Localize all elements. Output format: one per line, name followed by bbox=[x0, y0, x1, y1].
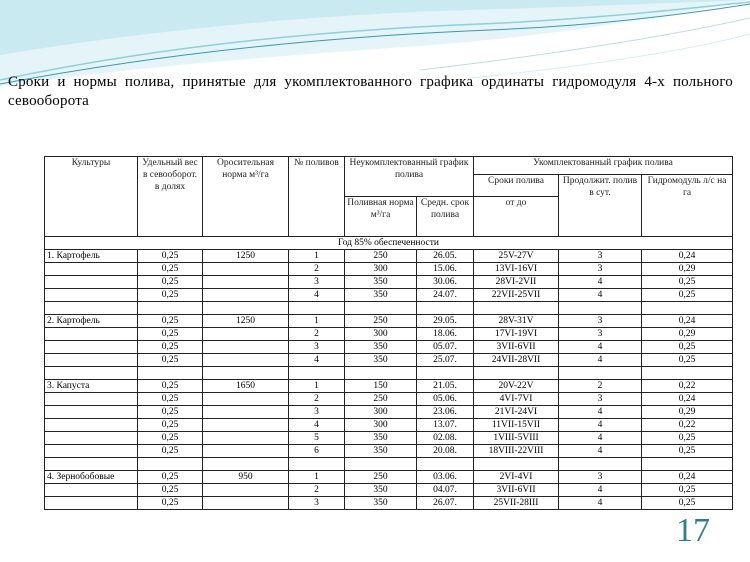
cell-duration: 3 bbox=[559, 263, 642, 276]
cell-crop bbox=[45, 432, 138, 445]
table-row bbox=[45, 445, 733, 458]
cell-hydromodule: 0,25 bbox=[642, 445, 733, 458]
cell-norm bbox=[203, 406, 289, 419]
cell-crop bbox=[45, 289, 138, 302]
cell-crop bbox=[45, 263, 138, 276]
cell-number: 1 bbox=[289, 250, 345, 263]
cell-rate: 350 bbox=[345, 354, 417, 367]
cell-weight: 0,25 bbox=[138, 393, 203, 406]
cell-mid-term: 30.06. bbox=[417, 276, 474, 289]
cell-duration: 4 bbox=[559, 445, 642, 458]
cell-crop bbox=[45, 458, 138, 471]
cell-dates: 3VII-6VII bbox=[474, 341, 559, 354]
cell-mid-term: 05.06. bbox=[417, 393, 474, 406]
cell-dates: 11VII-15VII bbox=[474, 419, 559, 432]
table-row bbox=[45, 289, 733, 302]
cell-mid-term bbox=[417, 302, 474, 315]
cell-dates bbox=[474, 302, 559, 315]
table-row bbox=[45, 367, 733, 380]
table-row bbox=[45, 406, 733, 419]
cell-duration: 3 bbox=[559, 471, 642, 484]
table-row bbox=[45, 341, 733, 354]
cell-hydromodule: 0,25 bbox=[642, 354, 733, 367]
cell-hydromodule: 0,29 bbox=[642, 263, 733, 276]
cell-hydromodule: 0,24 bbox=[642, 471, 733, 484]
cell-norm bbox=[203, 458, 289, 471]
cell-crop bbox=[45, 367, 138, 380]
cell-norm bbox=[203, 419, 289, 432]
cell-crop bbox=[45, 341, 138, 354]
cell-crop bbox=[45, 484, 138, 497]
cell-weight: 0,25 bbox=[138, 341, 203, 354]
year-row: Год 85% обеспеченности bbox=[45, 237, 733, 250]
col-header-duration: Продолжит. полив в сут. bbox=[559, 175, 642, 237]
cell-weight: 0,25 bbox=[138, 497, 203, 510]
cell-rate: 150 bbox=[345, 380, 417, 393]
cell-rate: 250 bbox=[345, 250, 417, 263]
cell-mid-term: 21.05. bbox=[417, 380, 474, 393]
cell-mid-term: 18.06. bbox=[417, 328, 474, 341]
col-header-hydromodule: Гидромодуль л/с на га bbox=[642, 175, 733, 237]
cell-hydromodule: 0,24 bbox=[642, 315, 733, 328]
cell-mid-term: 26.07. bbox=[417, 497, 474, 510]
cell-hydromodule: 0,24 bbox=[642, 393, 733, 406]
cell-dates: 25V-27V bbox=[474, 250, 559, 263]
cell-weight: 0,25 bbox=[138, 419, 203, 432]
col-header-dates: Сроки полива bbox=[474, 175, 559, 197]
cell-dates: 17VI-19VI bbox=[474, 328, 559, 341]
cell-weight bbox=[138, 367, 203, 380]
cell-norm: 1250 bbox=[203, 250, 289, 263]
cell-number: 3 bbox=[289, 406, 345, 419]
cell-norm bbox=[203, 289, 289, 302]
cell-norm bbox=[203, 341, 289, 354]
cell-rate: 250 bbox=[345, 471, 417, 484]
cell-rate bbox=[345, 302, 417, 315]
cell-weight: 0,25 bbox=[138, 315, 203, 328]
cell-rate: 350 bbox=[345, 484, 417, 497]
cell-norm bbox=[203, 302, 289, 315]
cell-duration: 4 bbox=[559, 497, 642, 510]
cell-crop bbox=[45, 445, 138, 458]
cell-number: 1 bbox=[289, 380, 345, 393]
cell-norm: 1250 bbox=[203, 315, 289, 328]
cell-duration: 4 bbox=[559, 354, 642, 367]
cell-norm bbox=[203, 497, 289, 510]
cell-mid-term: 03.06. bbox=[417, 471, 474, 484]
cell-duration: 2 bbox=[559, 380, 642, 393]
table-row bbox=[45, 354, 733, 367]
table-row bbox=[45, 393, 733, 406]
cell-crop: 3. Капуста bbox=[45, 380, 138, 393]
col-header-incomplete-schedule: Неукомплектованный график полива bbox=[345, 157, 474, 197]
cell-dates: 28V-31V bbox=[474, 315, 559, 328]
cell-dates bbox=[474, 367, 559, 380]
cell-mid-term: 04.07. bbox=[417, 484, 474, 497]
cell-rate: 300 bbox=[345, 263, 417, 276]
table-row bbox=[45, 471, 733, 484]
cell-crop: 2. Картофель bbox=[45, 315, 138, 328]
cell-norm bbox=[203, 276, 289, 289]
cell-mid-term bbox=[417, 367, 474, 380]
col-header-irrigation-rate: Поливная норма м³/га bbox=[345, 197, 417, 237]
cell-number: 3 bbox=[289, 497, 345, 510]
cell-weight: 0,25 bbox=[138, 406, 203, 419]
cell-crop bbox=[45, 497, 138, 510]
col-header-from-to: от до bbox=[474, 197, 559, 237]
cell-crop bbox=[45, 302, 138, 315]
cell-hydromodule: 0,25 bbox=[642, 497, 733, 510]
cell-duration: 4 bbox=[559, 406, 642, 419]
cell-weight: 0,25 bbox=[138, 276, 203, 289]
cell-norm: 950 bbox=[203, 471, 289, 484]
cell-rate: 350 bbox=[345, 341, 417, 354]
table-row bbox=[45, 263, 733, 276]
cell-hydromodule: 0,22 bbox=[642, 380, 733, 393]
table-row bbox=[45, 276, 733, 289]
slide-title: Сроки и нормы полива, принятые для укомплектованного графика ординаты гидромодуля 4-х польного севооборота bbox=[8, 74, 733, 109]
cell-weight: 0,25 bbox=[138, 445, 203, 458]
cell-duration: 3 bbox=[559, 250, 642, 263]
table-row bbox=[45, 458, 733, 471]
cell-norm bbox=[203, 393, 289, 406]
cell-mid-term: 24.07. bbox=[417, 289, 474, 302]
cell-hydromodule: 0,24 bbox=[642, 250, 733, 263]
cell-norm bbox=[203, 263, 289, 276]
cell-weight: 0,25 bbox=[138, 263, 203, 276]
cell-hydromodule: 0,25 bbox=[642, 276, 733, 289]
cell-rate: 250 bbox=[345, 393, 417, 406]
cell-crop bbox=[45, 406, 138, 419]
cell-number: 2 bbox=[289, 484, 345, 497]
cell-dates: 18VIII-22VIII bbox=[474, 445, 559, 458]
cell-duration: 4 bbox=[559, 341, 642, 354]
cell-mid-term: 05.07. bbox=[417, 341, 474, 354]
cell-crop: 4. Зернобобовые bbox=[45, 471, 138, 484]
cell-number: 2 bbox=[289, 393, 345, 406]
page-number: 17 bbox=[676, 512, 710, 549]
cell-rate: 300 bbox=[345, 328, 417, 341]
cell-duration: 3 bbox=[559, 393, 642, 406]
cell-number: 4 bbox=[289, 289, 345, 302]
cell-weight: 0,25 bbox=[138, 432, 203, 445]
table-row bbox=[45, 328, 733, 341]
cell-number: 6 bbox=[289, 445, 345, 458]
col-header-weight: Удельный вес в севооборот. в долях bbox=[138, 157, 203, 237]
cell-weight bbox=[138, 302, 203, 315]
cell-rate: 350 bbox=[345, 445, 417, 458]
cell-duration: 3 bbox=[559, 315, 642, 328]
cell-weight: 0,25 bbox=[138, 250, 203, 263]
cell-mid-term bbox=[417, 458, 474, 471]
cell-duration: 4 bbox=[559, 484, 642, 497]
cell-rate: 350 bbox=[345, 432, 417, 445]
cell-dates bbox=[474, 458, 559, 471]
cell-weight: 0,25 bbox=[138, 471, 203, 484]
cell-number: 2 bbox=[289, 328, 345, 341]
table-row bbox=[45, 380, 733, 393]
cell-hydromodule: 0,25 bbox=[642, 484, 733, 497]
cell-norm bbox=[203, 432, 289, 445]
cell-norm bbox=[203, 484, 289, 497]
cell-hydromodule bbox=[642, 302, 733, 315]
cell-number: 1 bbox=[289, 315, 345, 328]
cell-duration: 4 bbox=[559, 276, 642, 289]
cell-number: 4 bbox=[289, 419, 345, 432]
cell-rate bbox=[345, 458, 417, 471]
cell-dates: 25VII-28III bbox=[474, 497, 559, 510]
cell-hydromodule: 0,22 bbox=[642, 419, 733, 432]
col-header-irrigation-norm: Оросительная норма м³/га bbox=[203, 157, 289, 237]
col-header-irrigation-count: № поливов bbox=[289, 157, 345, 237]
cell-number: 2 bbox=[289, 263, 345, 276]
cell-hydromodule: 0,29 bbox=[642, 328, 733, 341]
cell-dates: 21VI-24VI bbox=[474, 406, 559, 419]
cell-norm: 1650 bbox=[203, 380, 289, 393]
cell-crop bbox=[45, 276, 138, 289]
cell-rate: 300 bbox=[345, 419, 417, 432]
cell-rate: 300 bbox=[345, 406, 417, 419]
cell-weight: 0,25 bbox=[138, 354, 203, 367]
cell-dates: 28VI-2VII bbox=[474, 276, 559, 289]
cell-mid-term: 15.06. bbox=[417, 263, 474, 276]
table-row bbox=[45, 250, 733, 263]
table-row bbox=[45, 419, 733, 432]
cell-duration: 4 bbox=[559, 432, 642, 445]
cell-hydromodule bbox=[642, 367, 733, 380]
cell-rate: 350 bbox=[345, 497, 417, 510]
cell-number: 1 bbox=[289, 471, 345, 484]
table-row bbox=[45, 315, 733, 328]
table-row bbox=[45, 484, 733, 497]
cell-dates: 24VII-28VII bbox=[474, 354, 559, 367]
cell-duration bbox=[559, 458, 642, 471]
cell-hydromodule bbox=[642, 458, 733, 471]
col-header-complete-schedule: Укомплектованный график полива bbox=[474, 157, 733, 175]
cell-number bbox=[289, 458, 345, 471]
cell-hydromodule: 0,29 bbox=[642, 406, 733, 419]
cell-norm bbox=[203, 328, 289, 341]
cell-mid-term: 29.05. bbox=[417, 315, 474, 328]
cell-crop bbox=[45, 328, 138, 341]
cell-weight: 0,25 bbox=[138, 289, 203, 302]
cell-norm bbox=[203, 367, 289, 380]
cell-number bbox=[289, 367, 345, 380]
cell-mid-term: 20.08. bbox=[417, 445, 474, 458]
cell-crop: 1. Картофель bbox=[45, 250, 138, 263]
cell-hydromodule: 0,25 bbox=[642, 341, 733, 354]
cell-rate bbox=[345, 367, 417, 380]
cell-number: 3 bbox=[289, 276, 345, 289]
table-row bbox=[45, 497, 733, 510]
cell-hydromodule: 0,25 bbox=[642, 289, 733, 302]
cell-dates: 2VI-4VI bbox=[474, 471, 559, 484]
cell-crop bbox=[45, 354, 138, 367]
cell-dates: 22VII-25VII bbox=[474, 289, 559, 302]
cell-mid-term: 13.07. bbox=[417, 419, 474, 432]
cell-crop bbox=[45, 393, 138, 406]
cell-dates: 3VII-6VII bbox=[474, 484, 559, 497]
cell-weight: 0,25 bbox=[138, 328, 203, 341]
cell-duration bbox=[559, 367, 642, 380]
cell-dates: 1VIII-5VIII bbox=[474, 432, 559, 445]
cell-weight: 0,25 bbox=[138, 484, 203, 497]
cell-crop bbox=[45, 419, 138, 432]
cell-weight: 0,25 bbox=[138, 380, 203, 393]
cell-duration bbox=[559, 302, 642, 315]
cell-dates: 20V-22V bbox=[474, 380, 559, 393]
cell-norm bbox=[203, 445, 289, 458]
cell-dates: 4VI-7VI bbox=[474, 393, 559, 406]
table-row bbox=[45, 302, 733, 315]
cell-rate: 350 bbox=[345, 289, 417, 302]
cell-mid-term: 23.06. bbox=[417, 406, 474, 419]
cell-norm bbox=[203, 354, 289, 367]
cell-number: 5 bbox=[289, 432, 345, 445]
cell-duration: 4 bbox=[559, 419, 642, 432]
col-header-mid-term: Средн. срок полива bbox=[417, 197, 474, 237]
irrigation-table bbox=[44, 156, 732, 510]
cell-dates: 13VI-16VI bbox=[474, 263, 559, 276]
cell-hydromodule: 0,25 bbox=[642, 432, 733, 445]
cell-number: 4 bbox=[289, 354, 345, 367]
col-header-culture: Культуры bbox=[45, 157, 138, 237]
cell-number bbox=[289, 302, 345, 315]
cell-duration: 3 bbox=[559, 328, 642, 341]
cell-weight bbox=[138, 458, 203, 471]
cell-mid-term: 26.05. bbox=[417, 250, 474, 263]
cell-mid-term: 25.07. bbox=[417, 354, 474, 367]
cell-mid-term: 02.08. bbox=[417, 432, 474, 445]
cell-duration: 4 bbox=[559, 289, 642, 302]
cell-rate: 250 bbox=[345, 315, 417, 328]
cell-number: 3 bbox=[289, 341, 345, 354]
cell-rate: 350 bbox=[345, 276, 417, 289]
table-row bbox=[45, 432, 733, 445]
